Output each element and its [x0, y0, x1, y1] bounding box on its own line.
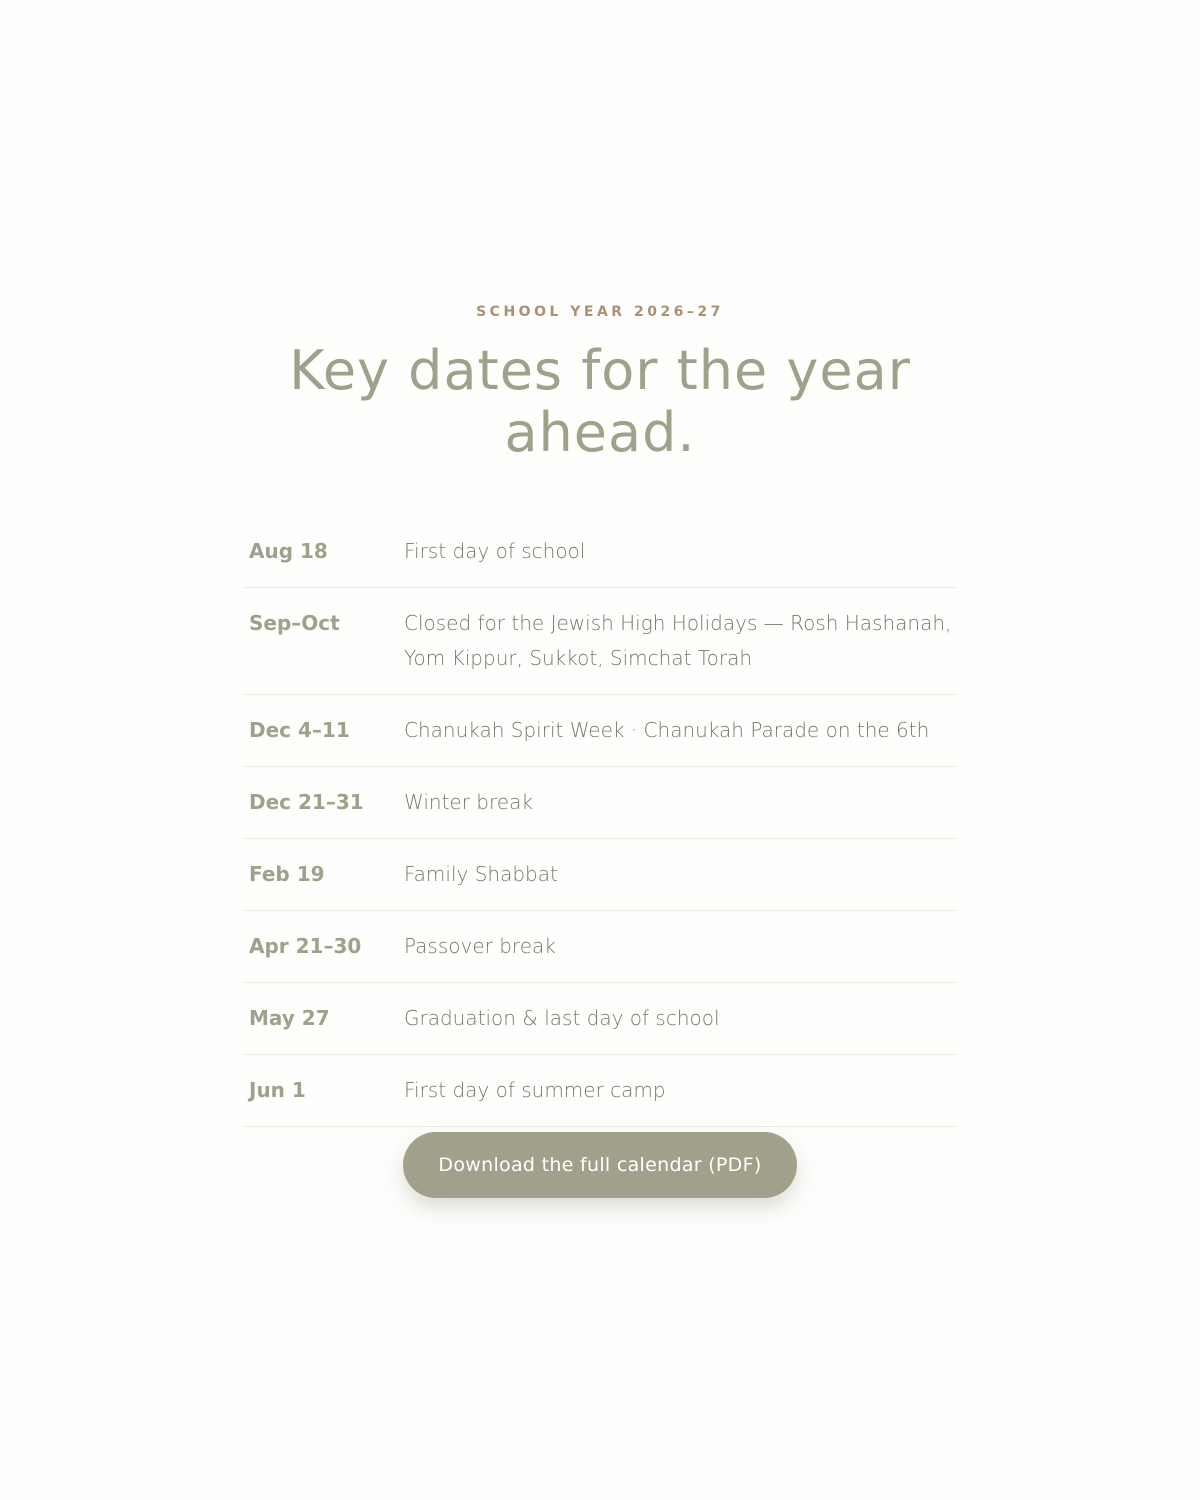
event-description: Family Shabbat	[404, 862, 558, 886]
event-description: Winter break	[404, 790, 533, 814]
event-description: Closed for the Jewish High Holidays — Rosh Hashanah, Yom Kippur, Sukkot, Simchat Torah	[404, 611, 952, 670]
date-label: May 27	[249, 1006, 330, 1030]
download-calendar-button[interactable]: Download the full calendar (PDF)	[403, 1132, 796, 1198]
event-description: Graduation & last day of school	[404, 1006, 720, 1030]
date-row	[244, 516, 956, 588]
key-dates-list	[244, 516, 956, 1127]
section-title: Key dates for the year ahead.	[289, 339, 911, 464]
event-description: Passover break	[404, 934, 556, 958]
event-description: First day of summer camp	[404, 1078, 666, 1102]
date-label: Jun 1	[249, 1078, 306, 1102]
date-label: Sep–Oct	[249, 611, 340, 635]
event-description: First day of school	[404, 539, 586, 563]
date-label: Aug 18	[249, 539, 328, 563]
date-label: Dec 21–31	[249, 790, 364, 814]
date-row	[244, 839, 956, 911]
date-row	[244, 983, 956, 1055]
date-row	[244, 1055, 956, 1127]
date-label: Feb 19	[249, 862, 325, 886]
cta-wrapper	[244, 1132, 956, 1198]
date-row	[244, 588, 956, 695]
event-description: Chanukah Spirit Week · Chanukah Parade on the 6th	[404, 718, 930, 742]
date-label: Dec 4–11	[249, 718, 350, 742]
date-row	[244, 767, 956, 839]
section-eyebrow: SCHOOL YEAR 2026–27	[476, 304, 724, 320]
date-row	[244, 695, 956, 767]
date-row	[244, 911, 956, 983]
date-label: Apr 21–30	[249, 934, 362, 958]
